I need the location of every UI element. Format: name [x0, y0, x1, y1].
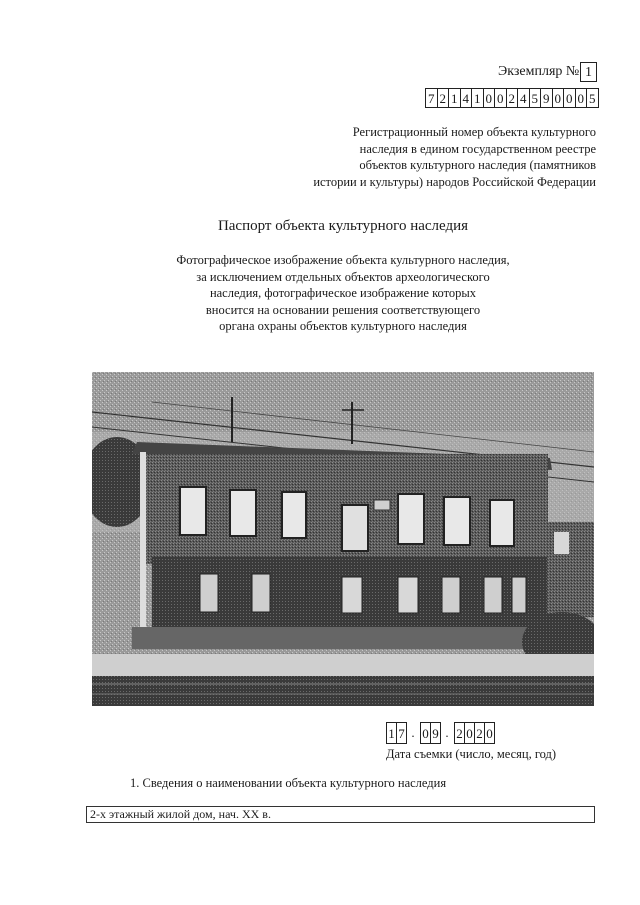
- photo-caption-line: органа охраны объектов культурного наследия: [219, 319, 467, 333]
- shoot-date-caption: Дата съемки (число, месяц, год): [386, 747, 557, 761]
- copy-number-box: 1: [580, 62, 597, 82]
- date-digit: 0: [484, 722, 495, 744]
- date-separator: .: [445, 725, 449, 740]
- building-photo: [92, 372, 594, 706]
- registration-digit: 1: [448, 88, 461, 108]
- photo-caption-line: вносится на основании решения соответствующего: [205, 302, 481, 317]
- date-separator: .: [411, 725, 415, 740]
- registration-number-boxes: [425, 88, 598, 108]
- date-digit: 0: [464, 722, 475, 744]
- section-1-title: 1. Сведения о наименовании объекта культурного наследия: [130, 776, 447, 790]
- registration-caption-line: объектов культурного наследия (памятников: [359, 158, 596, 172]
- registration-digit: 0: [552, 88, 565, 108]
- registration-caption-line: истории и культуры) народов Российской Федерации: [313, 174, 596, 189]
- registration-digit: 4: [460, 88, 473, 108]
- registration-digit: 0: [575, 88, 588, 108]
- registration-digit: 1: [471, 88, 484, 108]
- registration-digit: 0: [563, 88, 576, 108]
- date-digit: 0: [420, 722, 431, 744]
- photo-caption: [0, 252, 640, 335]
- photo-caption-line: Фотографическое изображение объекта культурного наследия,: [176, 253, 510, 267]
- registration-digit: 0: [494, 88, 507, 108]
- registration-digit: 2: [506, 88, 519, 108]
- shoot-date-year: [454, 722, 494, 744]
- registration-digit: 4: [517, 88, 530, 108]
- shoot-date: [386, 722, 494, 744]
- registration-caption: [256, 124, 596, 190]
- registration-caption-line: Регистрационный номер объекта культурного: [352, 125, 596, 139]
- passport-title: Паспорт объекта культурного наследия: [217, 218, 469, 234]
- shoot-date-month: [420, 722, 440, 744]
- shoot-date-day: [386, 722, 406, 744]
- copy-number-label: Экземпляр №: [498, 64, 580, 79]
- date-digit: 2: [474, 722, 485, 744]
- date-digit: 9: [430, 722, 441, 744]
- date-digit: 1: [386, 722, 397, 744]
- photo-caption-line: наследия, фотографическое изображение которых: [209, 286, 477, 300]
- registration-digit: 5: [529, 88, 542, 108]
- registration-digit: 9: [540, 88, 553, 108]
- registration-digit: 0: [483, 88, 496, 108]
- date-digit: 7: [396, 722, 407, 744]
- object-name-field: 2-х этажный жилой дом, нач. XX в.: [86, 806, 595, 823]
- registration-digit: 7: [425, 88, 438, 108]
- registration-caption-line: наследия в едином государственном реестре: [359, 141, 596, 156]
- registration-digit: 5: [586, 88, 599, 108]
- date-digit: 2: [454, 722, 465, 744]
- photo-caption-line: за исключением отдельных объектов археологического: [196, 269, 490, 284]
- registration-digit: 2: [437, 88, 450, 108]
